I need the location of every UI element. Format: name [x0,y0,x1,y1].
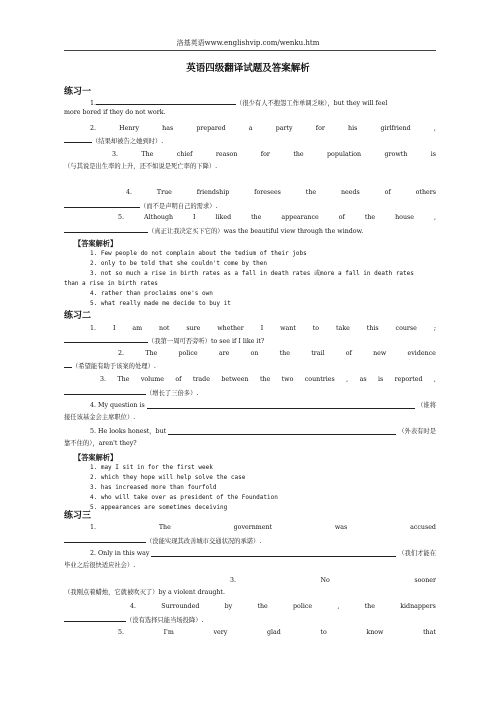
p3-q2-start: 2. Only in this way [90,550,150,557]
word: as [359,376,367,383]
p2-answer: 2. which they hope will help solve the case [90,474,246,481]
word: I [112,325,116,332]
p3-q5-line1 [118,629,436,637]
word: I'm [163,629,174,636]
word: 1. [90,325,97,332]
word: 4. [130,603,137,610]
word: 5. [118,629,125,636]
answer-blank [64,388,146,395]
word: 3. [100,376,107,383]
word: No [320,577,330,584]
word: know [366,629,384,636]
word: a [248,125,253,132]
p2-q4-start: 4. My question is [90,402,145,409]
word: 5. [118,214,125,221]
answer-blank [64,361,72,368]
word: not [159,325,170,332]
word: the [305,189,317,196]
p1-q2-hint: （结果却被告之她到时）. [92,138,164,145]
word: appearance [281,214,319,221]
word: house [395,214,414,221]
word: has [162,125,174,132]
word: 4. [126,189,133,196]
word: liked [215,214,232,221]
p1-answer: than a rise in birth rates [64,280,158,287]
word: his [348,125,358,132]
word: kidnappers [400,603,436,610]
p1-q1-hint: （很少有人不抱怨工作单调乏味），but they will feel [236,100,388,107]
p3-q3-line2: （我刚点着蜡烛，它就被吹灭了）by a violent draught. [64,589,225,596]
word: by [224,603,233,610]
word: police [178,350,198,357]
word: others [415,189,436,196]
word: reported [394,376,423,383]
word: I [193,214,196,221]
page-header: 洛基英语www.englishvip.com/wenku.htm [176,39,320,47]
practice3-heading: 练习三 [64,511,92,521]
word: want [280,325,296,332]
p1-q2-line1 [90,125,436,133]
word: of [175,376,182,383]
word: the [293,151,304,158]
p3-q4-line2 [64,615,436,625]
p1-q1-number: 1. [90,100,97,107]
p2-q5-start: 5. He looks honest，but [90,428,167,435]
word: The [158,524,171,531]
p2-q3-line1 [100,376,436,384]
word: True [156,189,172,196]
p3-q4-hint: （没有选择只能当场投降）. [126,617,204,624]
p2-answer: 3. has increased more than fourfold [90,484,217,491]
word: the [279,350,290,357]
word: to [320,629,327,636]
answer-blank [147,402,415,409]
word: countries [304,376,335,383]
p3-q3-line1 [230,577,436,585]
word: for [260,151,270,158]
word: to [312,325,320,332]
word: that [423,629,436,636]
word: the [257,603,268,610]
p1-q3-line2: （与其说是出生率的上升，还不如说是死亡率的下降）. [64,163,218,170]
p1-q4-line1 [126,189,436,197]
word: of [345,350,352,357]
word: are [218,350,230,357]
word: the [251,214,262,221]
word: party [275,125,293,132]
word: sooner [414,577,436,584]
word: reason [215,151,238,158]
word: population [327,151,362,158]
p1-q5-line1 [118,214,436,222]
answer-blank [64,536,146,543]
p2-q1-line1 [90,325,436,333]
word: course [395,325,417,332]
p1-q4-line2 [64,201,436,211]
p1-q3-line1 [112,151,436,159]
word: The [117,376,130,383]
p2-q5-line1 [90,428,436,436]
word: police [293,603,313,610]
word: trade [192,376,210,383]
p1-q1-line1 [90,98,436,108]
p1-q5-hint: （真正让我决定买下它的）was the beautiful view through the window. [148,228,364,235]
p2-q3-line2 [64,388,436,398]
word: very [213,629,228,636]
answer-blank [96,98,236,105]
p2-q4-hint: （谁将 [417,402,436,409]
p1-answer: 2. only to be told that she couldn't come by then [90,260,268,267]
answer-blank [168,428,396,435]
word: whether [217,325,244,332]
answer-blank [64,201,140,208]
word: between [221,376,249,383]
answer-blank [64,136,92,143]
word: new [373,350,387,357]
word: chief [176,151,193,158]
word: trail [311,350,325,357]
word: , [337,603,340,610]
word: take [336,325,350,332]
word: girlfriend [380,125,411,132]
p2-q3-hint: （增长了三倍多）. [146,390,199,397]
p2-q2-line2 [64,361,436,371]
word: growth [384,151,408,158]
practice2-heading: 练习二 [64,311,92,321]
word: friendship [196,189,230,196]
word: the [364,214,376,221]
p2-q1-line2 [64,336,436,346]
word: 3. [112,151,119,158]
word: The [145,350,158,357]
word: volume [140,376,164,383]
word: of [384,189,391,196]
word: Surrounded [161,603,200,610]
p2-answer-heading: 【答案解析】 [74,453,118,462]
p3-q1-hint: （没能实现其改善城市交通状况的承诺）. [146,538,262,545]
answer-blank [64,226,148,233]
p2-q5-line2: 靠不住的），aren't they? [64,440,137,447]
p2-q2-line1 [118,350,436,358]
word: sure [186,325,201,332]
word: 2. [118,350,125,357]
word: 2. [90,125,97,132]
answer-blank [64,336,148,343]
p1-answer: 4. rather than proclaims one's own [90,290,213,297]
word: is [377,376,384,383]
word: is [430,151,436,158]
p3-q2-line1 [90,550,436,558]
word: Henry [119,125,139,132]
word: I [260,325,264,332]
p3-q4-line1 [130,603,436,611]
p1-q4-hint: （而不是声明自己的需求）. [140,203,218,210]
word: the [364,603,375,610]
word: am [132,325,143,332]
word: glad [266,629,281,636]
p1-q1-line2: more bored if they do not work. [64,109,166,116]
document-title: 英语四级翻译试题及答案解析 [186,63,310,74]
word: of [338,214,345,221]
word: government [233,524,273,531]
word: needs [340,189,360,196]
p1-q2-line2 [64,136,436,146]
p2-answer: 5. appearances are sometimes deceiving [90,504,228,511]
p1-answer: 1. Few people do not complain about the tedium of their jobs [90,250,307,257]
p2-answer: 4. who will take over as president of the Foundation [90,494,278,501]
p2-q1-hint: （我第一周可否旁听）to see if I like it? [148,338,265,345]
word: The [141,151,154,158]
p3-q1-line1 [90,524,436,532]
word: , [433,125,436,132]
word: accused [410,524,436,531]
header-rule [64,50,436,51]
word: , [433,214,436,221]
p2-q4-line2: 接任该基金会主席职位）. [64,414,136,421]
word: was [334,524,348,531]
p2-q2-hint: （希望能有助于该案的处理）. [72,363,156,370]
word: on [250,350,259,357]
p3-q1-line2 [64,536,436,546]
word: the [259,376,271,383]
word: , [433,376,436,383]
word: , [346,376,349,383]
p2-answer: 1. may I sit in for the first week [90,464,213,471]
p1-q5-line2 [64,226,436,236]
word: Although [143,214,174,221]
p1-answer: 3. not so much a rise in birth rates as a fall in death rates 或more a fall in death rates [90,270,414,277]
word: for [315,125,325,132]
word: this [366,325,379,332]
word: 3. [230,577,237,584]
answer-blank [151,550,396,557]
word: 1. [90,524,97,531]
word: evidence [407,350,436,357]
p1-answer: 5. what really made me decide to buy it [90,300,231,307]
word: foresees [254,189,281,196]
p2-q4-line1 [90,402,436,410]
word: two [281,376,294,383]
p1-answer-heading: 【答案解析】 [74,239,118,248]
p2-q5-hint: （外表有时是 [398,428,436,435]
word: prepared [196,125,226,132]
practice1-heading: 练习一 [64,87,92,97]
p3-q2-hint: （我们才能在 [398,550,436,557]
answer-blank [64,615,126,622]
p3-q2-line2: 毕业之后很快适应社会）. [64,562,136,569]
word: ; [433,325,436,332]
